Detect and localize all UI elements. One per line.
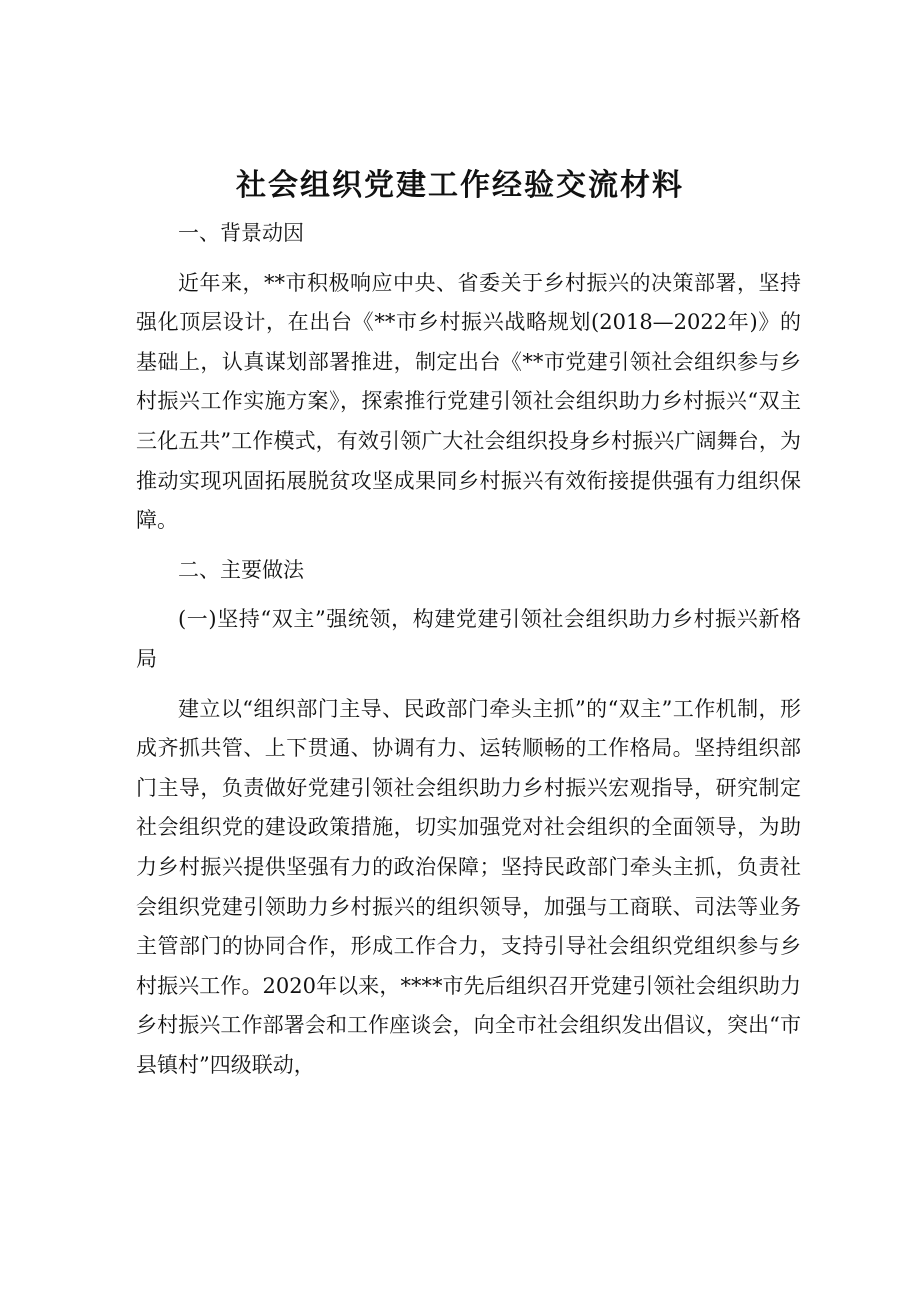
section-heading-background: 一、背景动因 <box>178 221 304 245</box>
section-heading-main-practices: 二、主要做法 <box>178 557 304 582</box>
paragraph-subsection-1: 建立以“组织部门主导、民政部门牵头主抓”的“双主”工作机制，形成齐抓共管、上下贯通、协调有力、运转顺畅的工作格局。坚持组织部门主导，负责做好党建引领社会组织助力乡村振兴宏观指导，研究制定社会组织党的建设政策措施，切实加强党对社会组织的全面领导，为助力乡村振兴提供坚强有力的政治保障；坚持民政部门牵头主抓，负责社会组织党建引领助力乡村振兴的组织领导，加强与工商联、司法等业务主管部门的协同合作，形成工作合力，支持引导社会组织党组织参与乡村振兴工作。2020年以来，****市先后组织召开党建引领社会组织助力乡村振兴工作部署会和工作座谈会，向全市社会组织发出倡议，突出“市县镇村”四级联动， <box>136 696 801 1077</box>
document-title: 社会组织党建工作经验交流材料 <box>236 168 684 203</box>
subsection-heading-1: (一)坚持“双主”强统领，构建党建引领社会组织助力乡村振兴新格局 <box>136 607 801 671</box>
document-body <box>136 214 801 1085</box>
paragraph-background: 近年来，**市积极响应中央、省委关于乡村振兴的决策部署，坚持强化顶层设计，在出台《**市乡村振兴战略规划(2018—2022年)》的基础上，认真谋划部署推进，制定出台《**市党建引领社会组织参与乡村振兴工作实施方案》，探索推行党建引领社会组织助力乡村振兴“双主三化五共”工作模式，有效引领广大社会组织投身乡村振兴广阔舞台，为推动实现巩固拓展脱贫攻坚成果同乡村振兴有效衔接提供强有力组织保障。 <box>136 270 801 533</box>
